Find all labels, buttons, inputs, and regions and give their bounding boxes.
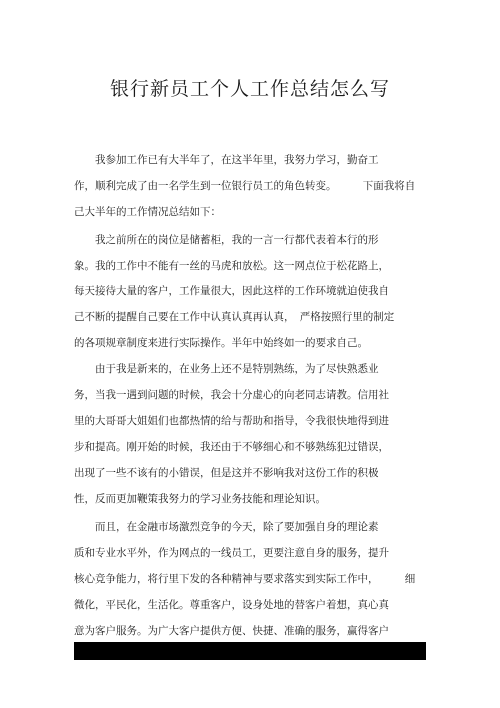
paragraph-line: 出现了一些不该有的小错误，但是这并不影响我对这份工作的积极 — [74, 467, 379, 479]
paragraph-line: 作，顺利完成了由一名学生到一位银行员工的角色转变。 下面我将自 — [74, 180, 416, 192]
paragraph-line: 务，当我一遇到问题的时候，我会十分虚心的向老同志请教。信用社 — [74, 389, 389, 401]
paragraph-line: 意为客户服务。为广大客户提供方便、快捷、准确的服务，赢得客户 — [74, 625, 389, 637]
paragraph-line: 己大半年的工作情况总结如下： — [74, 206, 221, 218]
paragraph-line: 而且，在金融市场激烈竞争的今天，除了要加强自身的理论素 — [74, 521, 379, 533]
paragraph-line: 的各项规章制度来进行实际操作。半年中始终如一的要求自己。 — [74, 337, 368, 349]
document-title: 银行新员工个人工作总结怎么写 — [109, 78, 390, 100]
paragraph-line: 质和专业水平外，作为网点的一线员工，更要注意自身的服务，提升 — [74, 547, 389, 559]
paragraph-line: 象。我的工作中不能有一丝的马虎和放松。这一网点位于松花路上， — [74, 260, 389, 272]
redaction-bar — [74, 642, 426, 660]
paragraph-line: 步和提高。刚开始的时候，我还由于不够细心和不够熟练犯过错误， — [74, 441, 389, 453]
paragraph-line: 我之前所在的岗位是储蓄柜，我的一言一行都代表着本行的形 — [74, 234, 379, 246]
paragraph-line: 己不断的提醒自己要在工作中认真认真再认真， 严格按照行里的制定 — [74, 311, 395, 323]
paragraph-line: 由于我是新来的，在业务上还不是特别熟练，为了尽快熟悉业 — [74, 363, 379, 375]
paragraph-line: 每天接待大量的客户，工作量很大，因此这样的工作环境就迫使我自 — [74, 285, 389, 297]
paragraph-line: 性，反而更加鞭策我努力的学习业务技能和理论知识。 — [74, 493, 326, 505]
paragraph-line: 我参加工作已有大半年了，在这半年里，我努力学习，勤奋工 — [74, 154, 379, 166]
paragraph-line: 微化，平民化，生活化。尊重客户，设身处地的替客户着想，真心真 — [74, 599, 389, 611]
paragraph-line: 里的大哥哥大姐姐们也都热情的给与帮助和指导，令我很快地得到进 — [74, 415, 389, 427]
paragraph-line: 核心竞争能力，将行里下发的各种精神与要求落实到实际工作中， 细 — [74, 573, 416, 585]
